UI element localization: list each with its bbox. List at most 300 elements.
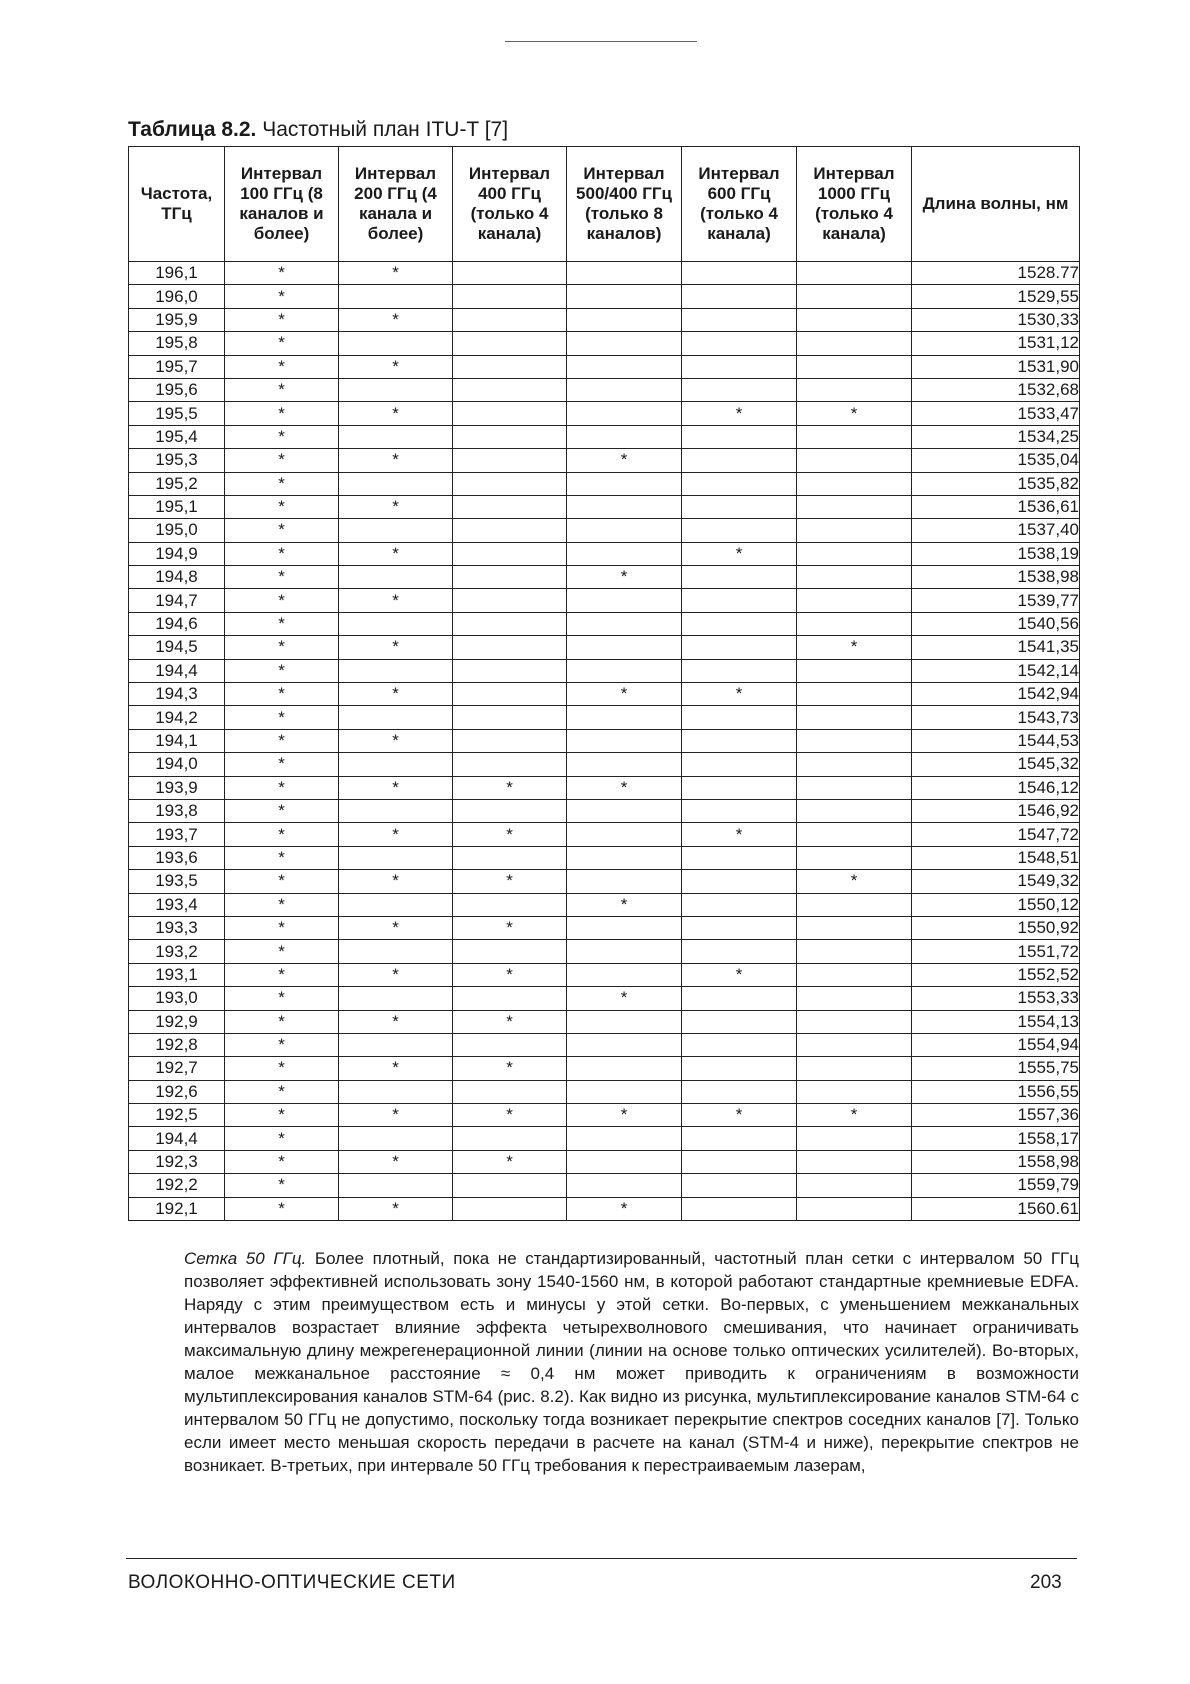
table-row [129, 987, 1080, 1010]
channel-mark-cell: * [453, 916, 567, 939]
channel-mark-cell: * [567, 1197, 682, 1220]
wavelength-cell: 1553,33 [912, 987, 1080, 1010]
frequency-cell: 194,6 [129, 612, 225, 635]
channel-mark-cell [339, 285, 453, 308]
channel-mark-cell [339, 940, 453, 963]
channel-mark-cell [339, 1174, 453, 1197]
table-row [129, 1174, 1080, 1197]
channel-mark-cell [682, 1174, 797, 1197]
table-row [129, 916, 1080, 939]
channel-mark-cell [797, 472, 912, 495]
channel-mark-cell [453, 378, 567, 401]
channel-mark-cell [682, 285, 797, 308]
frequency-cell: 194,4 [129, 1127, 225, 1150]
table-row [129, 1057, 1080, 1080]
wavelength-cell: 1554,94 [912, 1033, 1080, 1056]
channel-mark-cell [682, 706, 797, 729]
table-row [129, 683, 1080, 706]
channel-mark-cell [453, 987, 567, 1010]
table-row [129, 378, 1080, 401]
table-row [129, 332, 1080, 355]
channel-mark-cell [567, 495, 682, 518]
wavelength-cell: 1528.77 [912, 262, 1080, 285]
table-row [129, 823, 1080, 846]
header-interval-1000: Интервал 1000 ГГц (только 4 канала) [797, 147, 912, 262]
table-row [129, 706, 1080, 729]
wavelength-cell: 1548,51 [912, 846, 1080, 869]
frequency-cell: 194,8 [129, 566, 225, 589]
wavelength-cell: 1557,36 [912, 1104, 1080, 1127]
channel-mark-cell [567, 916, 682, 939]
table-row [129, 776, 1080, 799]
channel-mark-cell [682, 612, 797, 635]
frequency-cell: 192,5 [129, 1104, 225, 1127]
channel-mark-cell [453, 753, 567, 776]
channel-mark-cell [567, 308, 682, 331]
table-row [129, 262, 1080, 285]
channel-mark-cell [339, 1033, 453, 1056]
channel-mark-cell: * [453, 870, 567, 893]
channel-mark-cell: * [339, 542, 453, 565]
wavelength-cell: 1538,98 [912, 566, 1080, 589]
channel-mark-cell: * [339, 1104, 453, 1127]
frequency-cell: 193,9 [129, 776, 225, 799]
channel-mark-cell [339, 425, 453, 448]
channel-mark-cell [682, 659, 797, 682]
channel-mark-cell [682, 799, 797, 822]
channel-mark-cell [797, 519, 912, 542]
wavelength-cell: 1530,33 [912, 308, 1080, 331]
channel-mark-cell: * [453, 776, 567, 799]
wavelength-cell: 1550,92 [912, 916, 1080, 939]
channel-mark-cell: * [225, 846, 339, 869]
table-row [129, 566, 1080, 589]
table-row [129, 355, 1080, 378]
channel-mark-cell [567, 636, 682, 659]
channel-mark-cell [567, 1080, 682, 1103]
channel-mark-cell [797, 1174, 912, 1197]
channel-mark-cell [567, 332, 682, 355]
header-frequency: Частота, ТГц [129, 147, 225, 262]
channel-mark-cell [682, 1057, 797, 1080]
table-row [129, 753, 1080, 776]
channel-mark-cell: * [225, 776, 339, 799]
channel-mark-cell [797, 378, 912, 401]
channel-mark-cell [682, 846, 797, 869]
channel-mark-cell [682, 425, 797, 448]
channel-mark-cell [682, 495, 797, 518]
table-row [129, 1104, 1080, 1127]
frequency-cell: 192,6 [129, 1080, 225, 1103]
page-number: 203 [1030, 1572, 1062, 1593]
channel-mark-cell [339, 612, 453, 635]
channel-mark-cell [453, 1174, 567, 1197]
channel-mark-cell: * [225, 683, 339, 706]
channel-mark-cell: * [567, 776, 682, 799]
channel-mark-cell [453, 402, 567, 425]
wavelength-cell: 1535,82 [912, 472, 1080, 495]
wavelength-cell: 1549,32 [912, 870, 1080, 893]
channel-mark-cell [567, 1010, 682, 1033]
wavelength-cell: 1535,04 [912, 449, 1080, 472]
channel-mark-cell [453, 449, 567, 472]
channel-mark-cell [682, 472, 797, 495]
channel-mark-cell: * [225, 1104, 339, 1127]
channel-mark-cell: * [453, 1104, 567, 1127]
wavelength-cell: 1531,12 [912, 332, 1080, 355]
frequency-cell: 193,8 [129, 799, 225, 822]
channel-mark-cell [567, 589, 682, 612]
channel-mark-cell: * [682, 963, 797, 986]
channel-mark-cell [682, 893, 797, 916]
channel-mark-cell [453, 519, 567, 542]
channel-mark-cell: * [339, 449, 453, 472]
channel-mark-cell: * [339, 1197, 453, 1220]
body-paragraph [184, 1247, 1079, 1477]
channel-mark-cell: * [225, 893, 339, 916]
channel-mark-cell [567, 285, 682, 308]
frequency-cell: 196,1 [129, 262, 225, 285]
channel-mark-cell [453, 1197, 567, 1220]
channel-mark-cell [797, 987, 912, 1010]
channel-mark-cell: * [225, 963, 339, 986]
channel-mark-cell [567, 1033, 682, 1056]
channel-mark-cell: * [339, 495, 453, 518]
channel-mark-cell [453, 308, 567, 331]
channel-mark-cell: * [567, 987, 682, 1010]
channel-mark-cell: * [225, 402, 339, 425]
frequency-cell: 192,7 [129, 1057, 225, 1080]
channel-mark-cell: * [225, 1080, 339, 1103]
channel-mark-cell [797, 589, 912, 612]
header-interval-200: Интервал 200 ГГц (4 канала и более) [339, 147, 453, 262]
channel-mark-cell [453, 262, 567, 285]
channel-mark-cell: * [225, 425, 339, 448]
channel-mark-cell: * [453, 1010, 567, 1033]
channel-mark-cell: * [339, 1150, 453, 1173]
channel-mark-cell [453, 542, 567, 565]
wavelength-cell: 1555,75 [912, 1057, 1080, 1080]
channel-mark-cell: * [225, 495, 339, 518]
channel-mark-cell [682, 519, 797, 542]
channel-mark-cell [339, 753, 453, 776]
channel-mark-cell: * [225, 636, 339, 659]
table-row [129, 542, 1080, 565]
channel-mark-cell [797, 963, 912, 986]
channel-mark-cell [567, 262, 682, 285]
channel-mark-cell: * [339, 308, 453, 331]
channel-mark-cell [453, 893, 567, 916]
frequency-cell: 193,4 [129, 893, 225, 916]
channel-mark-cell: * [682, 402, 797, 425]
frequency-cell: 194,0 [129, 753, 225, 776]
channel-mark-cell [567, 355, 682, 378]
wavelength-cell: 1559,79 [912, 1174, 1080, 1197]
channel-mark-cell: * [339, 355, 453, 378]
frequency-cell: 195,2 [129, 472, 225, 495]
channel-mark-cell: * [225, 449, 339, 472]
channel-mark-cell [453, 332, 567, 355]
channel-mark-cell: * [339, 262, 453, 285]
channel-mark-cell [453, 495, 567, 518]
header-wavelength: Длина волны, нм [912, 147, 1080, 262]
channel-mark-cell [339, 893, 453, 916]
channel-mark-cell [567, 870, 682, 893]
channel-mark-cell [797, 683, 912, 706]
channel-mark-cell [339, 1127, 453, 1150]
channel-mark-cell [567, 542, 682, 565]
channel-mark-cell [797, 916, 912, 939]
channel-mark-cell [567, 1174, 682, 1197]
channel-mark-cell [339, 799, 453, 822]
frequency-cell: 193,7 [129, 823, 225, 846]
channel-mark-cell [797, 846, 912, 869]
table-row [129, 589, 1080, 612]
table-row [129, 729, 1080, 752]
channel-mark-cell [453, 729, 567, 752]
table-row [129, 285, 1080, 308]
frequency-plan-table [128, 146, 1080, 1221]
paragraph-text: Более плотный, пока не стандартизированный, частотный план сетки с интервалом 50 ГГц позволяет эффективней использовать зону 1540-1560 нм, в которой работают стандартные кремниевые EDFA. Наряду с этим преимуществом есть и минусы у этой сетки. Во-первых, с уменьшением межканальных интервалов возрастает влияние эффекта четырехволнового смешивания, что начинает ограничивать максимальную длину межрегенерационной линии (линии на основе только оптических усилителей). Во-вторых, малое межканальное расстояние ≈ 0,4 нм может приводить к ограничениям в возможности мультиплексирования каналов STM-64 (рис. 8.2). Как видно из рисунка, мультиплексирование каналов STM-64 с интервалом 50 ГГц не допустимо, поскольку тогда возникает перекрытие спектров соседних каналов [7]. Только если имеет место меньшая скорость передачи в расчете на канал (STM-4 и ниже), перекрытие спектров не возникает. В-третьих, при интервале 50 ГГц требования к перестраиваемым лазерам, [184, 1249, 1079, 1475]
channel-mark-cell: * [225, 659, 339, 682]
channel-mark-cell: * [225, 753, 339, 776]
channel-mark-cell: * [453, 963, 567, 986]
channel-mark-cell [453, 940, 567, 963]
channel-mark-cell: * [225, 1150, 339, 1173]
channel-mark-cell: * [567, 566, 682, 589]
channel-mark-cell [797, 1033, 912, 1056]
channel-mark-cell: * [797, 1104, 912, 1127]
channel-mark-cell [567, 846, 682, 869]
table-row [129, 472, 1080, 495]
wavelength-cell: 1545,32 [912, 753, 1080, 776]
channel-mark-cell: * [339, 776, 453, 799]
wavelength-cell: 1547,72 [912, 823, 1080, 846]
wavelength-cell: 1542,94 [912, 683, 1080, 706]
frequency-cell: 192,8 [129, 1033, 225, 1056]
channel-mark-cell: * [225, 355, 339, 378]
channel-mark-cell: * [225, 1033, 339, 1056]
channel-mark-cell: * [339, 636, 453, 659]
frequency-cell: 195,4 [129, 425, 225, 448]
channel-mark-cell [797, 612, 912, 635]
wavelength-cell: 1550,12 [912, 893, 1080, 916]
channel-mark-cell: * [225, 1174, 339, 1197]
channel-mark-cell: * [225, 332, 339, 355]
channel-mark-cell: * [225, 870, 339, 893]
channel-mark-cell [567, 753, 682, 776]
wavelength-cell: 1536,61 [912, 495, 1080, 518]
table-caption-text: Частотный план ITU-T [7] [256, 118, 509, 141]
channel-mark-cell: * [225, 472, 339, 495]
frequency-cell: 194,2 [129, 706, 225, 729]
wavelength-cell: 1529,55 [912, 285, 1080, 308]
channel-mark-cell [682, 916, 797, 939]
channel-mark-cell: * [339, 916, 453, 939]
frequency-cell: 192,3 [129, 1150, 225, 1173]
channel-mark-cell [567, 659, 682, 682]
frequency-cell: 192,2 [129, 1174, 225, 1197]
channel-mark-cell: * [682, 683, 797, 706]
frequency-cell: 194,9 [129, 542, 225, 565]
channel-mark-cell: * [682, 542, 797, 565]
channel-mark-cell [682, 1127, 797, 1150]
wavelength-cell: 1560.61 [912, 1197, 1080, 1220]
channel-mark-cell: * [225, 519, 339, 542]
channel-mark-cell: * [339, 823, 453, 846]
channel-mark-cell [682, 262, 797, 285]
frequency-cell: 193,3 [129, 916, 225, 939]
channel-mark-cell [682, 355, 797, 378]
channel-mark-cell [567, 1150, 682, 1173]
channel-mark-cell: * [682, 823, 797, 846]
channel-mark-cell: * [225, 1010, 339, 1033]
channel-mark-cell [797, 285, 912, 308]
channel-mark-cell [797, 1057, 912, 1080]
paragraph-lead: Сетка 50 ГГц. [184, 1249, 307, 1268]
channel-mark-cell [453, 799, 567, 822]
table-row [129, 449, 1080, 472]
table-row [129, 940, 1080, 963]
channel-mark-cell [682, 729, 797, 752]
table-row [129, 1150, 1080, 1173]
table-row [129, 402, 1080, 425]
channel-mark-cell [797, 776, 912, 799]
table-body [129, 262, 1080, 1221]
channel-mark-cell [797, 495, 912, 518]
channel-mark-cell: * [339, 589, 453, 612]
channel-mark-cell [797, 1010, 912, 1033]
frequency-cell: 195,6 [129, 378, 225, 401]
channel-mark-cell [339, 987, 453, 1010]
channel-mark-cell: * [225, 612, 339, 635]
frequency-cell: 195,7 [129, 355, 225, 378]
channel-mark-cell [567, 519, 682, 542]
table-row [129, 1080, 1080, 1103]
channel-mark-cell: * [453, 1057, 567, 1080]
channel-mark-cell: * [225, 799, 339, 822]
channel-mark-cell: * [225, 589, 339, 612]
wavelength-cell: 1558,17 [912, 1127, 1080, 1150]
channel-mark-cell [682, 1150, 797, 1173]
channel-mark-cell [567, 1057, 682, 1080]
channel-mark-cell [682, 1033, 797, 1056]
table-row [129, 1010, 1080, 1033]
channel-mark-cell [339, 706, 453, 729]
channel-mark-cell: * [225, 916, 339, 939]
channel-mark-cell [453, 846, 567, 869]
wavelength-cell: 1546,12 [912, 776, 1080, 799]
channel-mark-cell [453, 566, 567, 589]
frequency-cell: 193,6 [129, 846, 225, 869]
channel-mark-cell [339, 846, 453, 869]
channel-mark-cell [797, 542, 912, 565]
channel-mark-cell [797, 1197, 912, 1220]
wavelength-cell: 1544,53 [912, 729, 1080, 752]
wavelength-cell: 1543,73 [912, 706, 1080, 729]
top-decorative-rule [505, 41, 697, 42]
channel-mark-cell [682, 987, 797, 1010]
channel-mark-cell [453, 636, 567, 659]
channel-mark-cell [797, 262, 912, 285]
header-interval-100: Интервал 100 ГГц (8 каналов и более) [225, 147, 339, 262]
channel-mark-cell: * [339, 963, 453, 986]
channel-mark-cell [682, 589, 797, 612]
frequency-cell: 192,9 [129, 1010, 225, 1033]
channel-mark-cell [797, 425, 912, 448]
channel-mark-cell [682, 378, 797, 401]
table-row [129, 1033, 1080, 1056]
channel-mark-cell: * [225, 706, 339, 729]
wavelength-cell: 1551,72 [912, 940, 1080, 963]
wavelength-cell: 1534,25 [912, 425, 1080, 448]
channel-mark-cell: * [225, 285, 339, 308]
table-row [129, 495, 1080, 518]
channel-mark-cell [567, 823, 682, 846]
channel-mark-cell: * [225, 729, 339, 752]
table-row [129, 870, 1080, 893]
channel-mark-cell [797, 706, 912, 729]
channel-mark-cell: * [225, 566, 339, 589]
frequency-cell: 193,0 [129, 987, 225, 1010]
channel-mark-cell [453, 472, 567, 495]
channel-mark-cell [797, 449, 912, 472]
frequency-cell: 195,1 [129, 495, 225, 518]
channel-mark-cell [567, 378, 682, 401]
channel-mark-cell [339, 566, 453, 589]
channel-mark-cell: * [225, 378, 339, 401]
channel-mark-cell: * [225, 308, 339, 331]
channel-mark-cell [797, 659, 912, 682]
table-row [129, 612, 1080, 635]
channel-mark-cell [682, 753, 797, 776]
channel-mark-cell [339, 378, 453, 401]
channel-mark-cell [453, 589, 567, 612]
wavelength-cell: 1537,40 [912, 519, 1080, 542]
frequency-cell: 196,0 [129, 285, 225, 308]
channel-mark-cell [797, 753, 912, 776]
channel-mark-cell [567, 963, 682, 986]
channel-mark-cell [567, 472, 682, 495]
wavelength-cell: 1541,35 [912, 636, 1080, 659]
footer-rule [126, 1558, 1077, 1559]
channel-mark-cell: * [339, 1010, 453, 1033]
channel-mark-cell [682, 636, 797, 659]
frequency-cell: 194,7 [129, 589, 225, 612]
frequency-cell: 195,5 [129, 402, 225, 425]
channel-mark-cell [797, 893, 912, 916]
channel-mark-cell [567, 706, 682, 729]
channel-mark-cell [339, 519, 453, 542]
channel-mark-cell: * [682, 1104, 797, 1127]
channel-mark-cell [339, 472, 453, 495]
channel-mark-cell: * [339, 1057, 453, 1080]
channel-mark-cell: * [339, 683, 453, 706]
channel-mark-cell [567, 940, 682, 963]
channel-mark-cell [567, 612, 682, 635]
channel-mark-cell [797, 332, 912, 355]
channel-mark-cell: * [797, 870, 912, 893]
frequency-cell: 193,5 [129, 870, 225, 893]
wavelength-cell: 1531,90 [912, 355, 1080, 378]
channel-mark-cell: * [453, 1150, 567, 1173]
channel-mark-cell [453, 1033, 567, 1056]
channel-mark-cell: * [797, 636, 912, 659]
wavelength-cell: 1552,52 [912, 963, 1080, 986]
channel-mark-cell: * [225, 542, 339, 565]
table-row [129, 963, 1080, 986]
table-row [129, 425, 1080, 448]
